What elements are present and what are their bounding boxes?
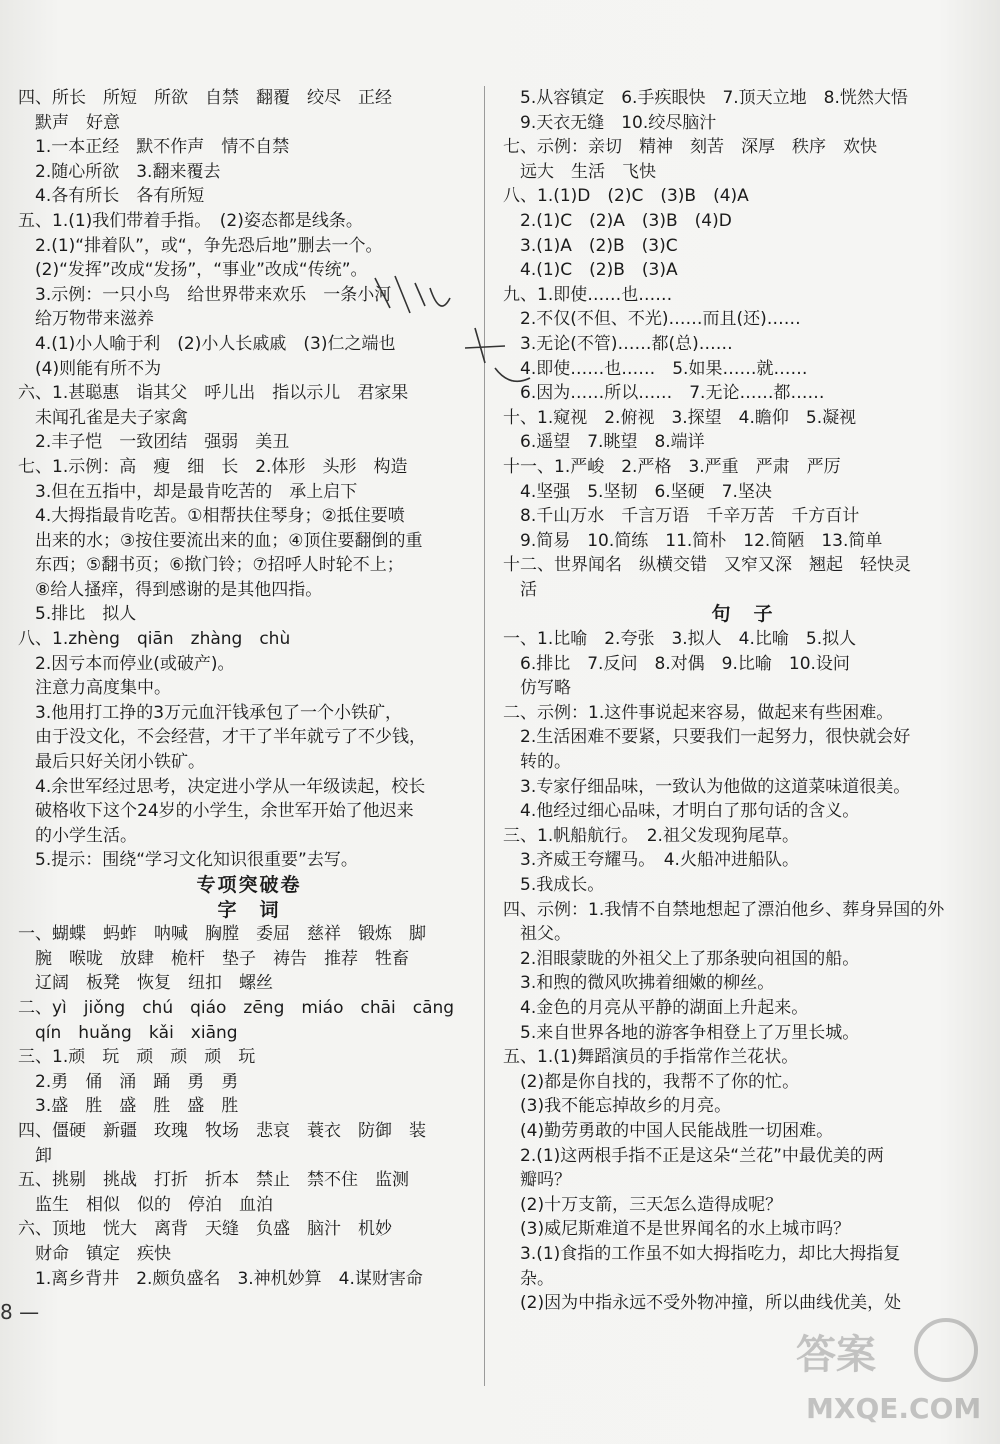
answer-line: 2.(1)C (2)A (3)B (4)D [503,210,732,231]
answer-line: 2.(1)这两根手指不正是这朵“兰花”中最优美的两 [503,1145,884,1166]
answer-line: 5.提示：围绕“学习文化知识很重要”去写。 [18,850,358,871]
answer-line: 未闻孔雀是夫子家禽 [18,407,188,428]
answer-line: 五、1.(1)我们带着手指。 (2)姿态都是线条。 [18,210,363,231]
svg-text:MXQE.COM: MXQE.COM [806,1392,982,1425]
answer-line: 七、1.示例：高 瘦 细 长 2.体形 头形 构造 [18,456,408,477]
answer-line: 七、示例：亲切 精神 刻苦 深厚 秩序 欢快 [503,137,877,158]
answer-line: 活 [503,579,537,600]
answer-line: (4)勤劳勇敢的中国人民能战胜一切困难。 [503,1120,834,1141]
answer-line: 2.不仅(不但、不光)……而且(还)…… [503,309,801,330]
answer-line: 3.(1)食指的工作虽不如大拇指吃力，却比大拇指复 [503,1243,901,1264]
answer-line: 三、1.顽 玩 顽 顽 顽 玩 [18,1047,256,1068]
answer-line: 2.丰子恺 一致团结 强弱 美丑 [18,432,290,453]
answer-line: 六、1.甚聪惠 诣其父 呼儿出 指以示儿 君家果 [18,383,409,404]
answer-line: 六、顶地 恍大 离背 天缝 负盛 脑汁 机妙 [18,1219,392,1240]
answer-line: 4.金色的月亮从平静的湖面上升起来。 [503,997,809,1018]
answer-line: 5.排比 拟人 [18,604,137,625]
section-heading: 字 词 [217,898,281,921]
svg-text:答案: 答案 [796,1332,876,1378]
answer-line: 2.泪眼蒙眬的外祖父上了那条驶向祖国的船。 [503,948,860,969]
answer-line: qín huǎng kǎi xiāng [18,1022,238,1043]
answer-line: ⑧给人搔痒，得到感谢的是其他四指。 [18,579,323,600]
answer-line: 一、蝴蝶 蚂蚱 呐喊 胸膛 委屈 慈祥 锻炼 脚 [18,924,426,945]
section-heading: 专项突破卷 [196,874,302,896]
answer-line: 十一、1.严峻 2.严格 3.严重 严肃 严厉 [503,456,841,477]
answer-line: 仿写略 [503,678,571,699]
answer-line: (3)威尼斯难道不是世界闻名的水上城市吗？ [503,1219,851,1240]
answer-line: 6.排比 7.反问 8.对偶 9.比喻 10.设问 [503,653,850,674]
answer-line: 破格收下这个24岁的小学生，余世军开始了他迟来 [18,801,414,822]
answer-line: 远大 生活 飞快 [503,161,656,182]
answer-line: 三、1.帆船航行。 2.祖父发现狗尾草。 [503,825,799,846]
answer-line: 由于没文化，不会经营，才干了半年就亏了不少钱， [18,727,426,748]
answer-line: 4.各有所长 各有所短 [18,186,205,207]
answer-line: 2.(1)“排着队”，或“，争先恐后地”删去一个。 [18,235,383,256]
answer-line: 2.因亏本而停业(或破产)。 [18,653,235,674]
watermark-logo [786,1310,986,1430]
answer-line: (2)因为中指永远不受外物冲撞，所以曲线优美，处 [503,1293,902,1314]
answer-line: 5.来自世界各地的游客争相登上了万里长城。 [503,1022,860,1043]
answer-line: 杂。 [503,1268,554,1289]
answer-line: 9.简易 10.简练 11.简朴 12.简陋 13.简单 [503,530,883,551]
answer-line: 十、1.窥视 2.俯视 3.探望 4.瞻仰 5.凝视 [503,407,857,428]
answer-line: 四、示例：1.我情不自禁地想起了漂泊他乡、葬身异国的外 [503,899,945,920]
answer-line: (2)都是你自找的，我帮不了你的忙。 [503,1071,800,1092]
answer-line: 9.天衣无缝 10.绞尽脑汁 [503,112,717,133]
answer-line: 东西；⑤翻书页；⑥揿门铃；⑦招呼人时轮不上； [18,555,404,576]
answer-line: 瓣吗？ [503,1170,571,1191]
answer-line: 4.余世军经过思考，决定进小学从一年级读起，校长 [18,776,426,797]
answer-line: 九、1.即使……也…… [503,284,673,305]
answer-line: 6.因为……所以…… 7.无论……都…… [503,383,825,404]
answer-line: 1.离乡背井 2.颇负盛名 3.神机妙算 4.谋财害命 [18,1268,423,1289]
answer-line: 3.(1)A (2)B (3)C [503,235,678,256]
right-column [503,86,983,1316]
answer-line: (2)十万支箭，三天怎么造得成呢？ [503,1194,783,1215]
answer-line: 4.即使……也…… 5.如果……就…… [503,358,808,379]
page-number: 8 — [0,1300,40,1324]
answer-line: 5.从容镇定 6.手疾眼快 7.顶天立地 8.恍然大悟 [503,88,908,108]
answer-line: 财命 镇定 疾快 [18,1243,171,1264]
answer-line: 3.无论(不管)……都(总)…… [503,333,733,354]
answer-line: 祖父。 [503,924,571,945]
answer-line: 的小学生活。 [18,825,137,846]
answer-line: 2.生活困难不要紧，只要我们一起努力，很快就会好 [503,727,911,748]
answer-line: 4.(1)小人喻于利 (2)小人长戚戚 (3)仁之端也 [18,333,396,354]
answer-line: 3.但在五指中，却是最肯吃苦的 承上启下 [18,481,358,502]
answer-line: 监生 相似 似的 停泊 血泊 [18,1194,273,1215]
answer-line: 3.盛 胜 盛 胜 盛 胜 [18,1096,239,1117]
answer-line: 8.千山万水 千言万语 千辛万苦 千方百计 [503,506,860,527]
handwritten-scribble-icon [355,268,545,408]
answer-line: (4)则能有所不为 [18,358,162,379]
answer-line: 一、1.比喻 2.夸张 3.拟人 4.比喻 5.拟人 [503,629,857,650]
answer-line: 3.专家仔细品味，一致认为他做的这道菜味道很美。 [503,776,911,797]
answer-line: 八、1.(1)D (2)C (3)B (4)A [503,186,749,207]
answer-line: (3)我不能忘掉故乡的月亮。 [503,1096,732,1117]
answer-line: 3.示例：一只小鸟 给世界带来欢乐 一条小河 [18,284,392,305]
answer-line: 最后只好关闭小铁矿。 [18,752,205,773]
answer-line: (2)“发挥”改成“发扬”，“事业”改成“传统”。 [18,260,368,281]
answer-line: 十二、世界闻名 纵横交错 又窄又深 翘起 轻快灵 [503,555,911,576]
answer-line: 4.大拇指最肯吃苦。①相帮扶住琴身；②抵住要喷 [18,506,405,527]
answer-line: 四、僵硬 新疆 玫瑰 牧场 悲哀 蓑衣 防御 装 [18,1120,426,1141]
answer-line: 辽阔 板凳 恢复 纽扣 螺丝 [18,973,273,994]
answer-line: 6.遥望 7.眺望 8.端详 [503,432,705,453]
answer-line: 注意力高度集中。 [18,678,171,699]
answer-line: 3.他用打工挣的3万元血汗钱承包了一个小铁矿， [18,702,403,723]
answer-line: 3.和煦的微风吹拂着细嫩的柳丝。 [503,973,775,994]
answer-line: 二、yì jiǒng chú qiáo zēng miáo chāi cāng [18,997,455,1018]
answer-line: 2.随心所欲 3.翻来覆去 [18,161,221,182]
answer-line: 给万物带来滋养 [18,309,154,330]
answer-line: 转的。 [503,752,571,773]
answer-line: 卸 [18,1145,52,1166]
answer-line: 2.勇 俑 涌 踊 勇 勇 [18,1071,239,1092]
answer-line: 4.(1)C (2)B (3)A [503,260,678,281]
section-heading: 句 子 [711,603,775,626]
answer-line: 出来的水；③按住要流出来的血；④顶住要翻倒的重 [18,530,423,551]
answer-line: 腕 喉咙 放肆 桅杆 垫子 祷告 推荐 牲畜 [18,948,409,969]
answer-line: 默声 好意 [18,112,120,133]
answer-line: 四、所长 所短 所欲 自禁 翻覆 绞尽 正经 [18,88,392,108]
answer-line: 八、1.zhèng qiān zhàng chù [18,629,291,650]
answer-line: 五、挑剔 挑战 打折 折本 禁止 禁不住 监测 [18,1170,409,1191]
answer-line: 5.我成长。 [503,875,605,895]
answer-line: 4.他经过细心品味，才明白了那句话的含义。 [503,801,860,822]
left-column [18,86,480,1291]
answer-line: 4.坚强 5.坚韧 6.坚硬 7.坚决 [503,481,772,502]
answer-line: 1.一本正经 默不作声 情不自禁 [18,137,290,158]
answer-line: 3.齐威王夸耀马。 4.火船冲进船队。 [503,850,799,871]
answer-line: 二、示例：1.这件事说起来容易，做起来有些困难。 [503,702,894,723]
answer-line: 五、1.(1)舞蹈演员的手指常作兰花状。 [503,1047,799,1068]
